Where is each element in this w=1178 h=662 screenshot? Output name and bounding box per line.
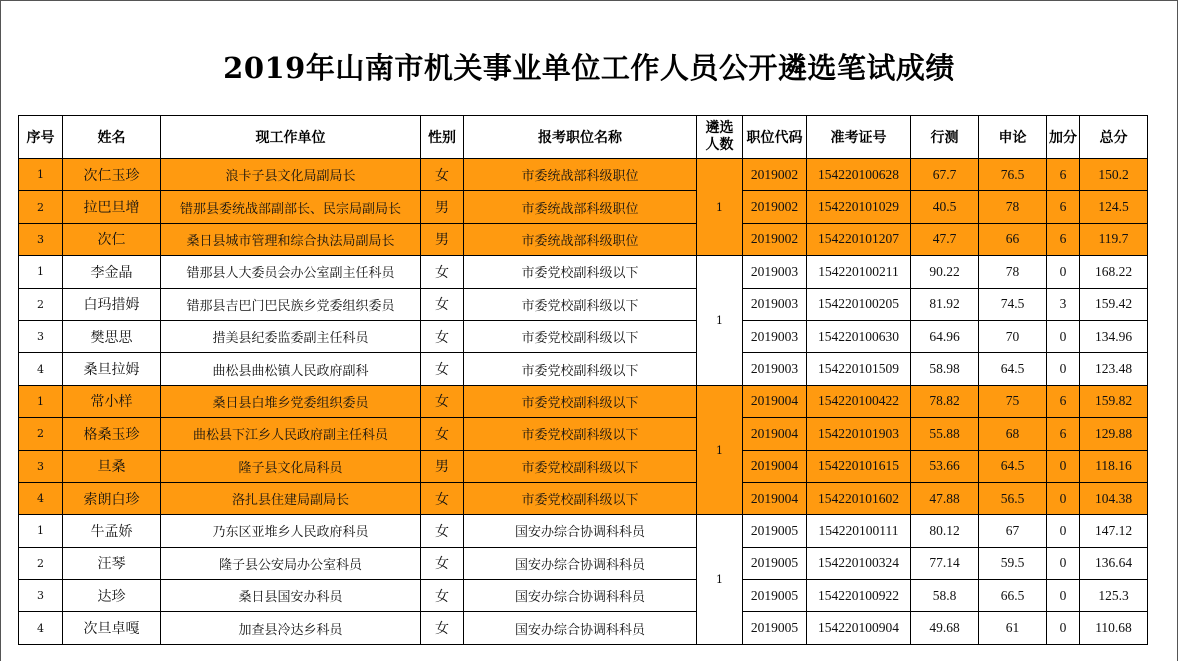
cell-seq: 2 xyxy=(19,191,63,223)
table-row xyxy=(19,256,1148,288)
cell-position: 市委党校副科级以下 xyxy=(464,450,697,482)
table-row xyxy=(19,353,1148,385)
cell-sl: 78 xyxy=(979,191,1047,223)
table-row xyxy=(19,288,1148,320)
table-row xyxy=(19,612,1148,644)
cell-position: 国安办综合协调科科员 xyxy=(464,547,697,579)
table-row xyxy=(19,223,1148,255)
header-code: 职位代码 xyxy=(743,116,807,159)
cell-seq: 1 xyxy=(19,515,63,547)
cell-total: 125.3 xyxy=(1080,580,1148,612)
cell-name: 樊思思 xyxy=(63,320,161,352)
cell-unit: 桑日县白堆乡党委组织委员 xyxy=(161,385,421,417)
cell-xc: 77.14 xyxy=(911,547,979,579)
cell-xc: 58.98 xyxy=(911,353,979,385)
cell-code: 2019005 xyxy=(743,612,807,644)
cell-total: 136.64 xyxy=(1080,547,1148,579)
cell-gender: 女 xyxy=(421,547,464,579)
cell-sl: 76.5 xyxy=(979,159,1047,191)
cell-xc: 49.68 xyxy=(911,612,979,644)
cell-sl: 66 xyxy=(979,223,1047,255)
cell-xc: 55.88 xyxy=(911,418,979,450)
cell-unit: 桑日县国安办科员 xyxy=(161,580,421,612)
cell-xc: 78.82 xyxy=(911,385,979,417)
cell-unit: 曲松县曲松镇人民政府副科 xyxy=(161,353,421,385)
cell-exam: 154220100111 xyxy=(807,515,911,547)
table-row xyxy=(19,418,1148,450)
header-total: 总分 xyxy=(1080,116,1148,159)
cell-xc: 47.88 xyxy=(911,482,979,514)
header-name: 姓名 xyxy=(63,116,161,159)
cell-position: 市委党校副科级以下 xyxy=(464,385,697,417)
cell-seq: 3 xyxy=(19,450,63,482)
table-row xyxy=(19,191,1148,223)
cell-exam: 154220100205 xyxy=(807,288,911,320)
cell-exam: 154220101903 xyxy=(807,418,911,450)
cell-unit: 错那县吉巴门巴民族乡党委组织委员 xyxy=(161,288,421,320)
cell-code: 2019004 xyxy=(743,385,807,417)
cell-unit: 加查县冷达乡科员 xyxy=(161,612,421,644)
cell-gender: 女 xyxy=(421,580,464,612)
cell-count: 1 xyxy=(697,515,743,645)
cell-bonus: 0 xyxy=(1047,580,1080,612)
cell-bonus: 0 xyxy=(1047,547,1080,579)
cell-total: 168.22 xyxy=(1080,256,1148,288)
cell-gender: 女 xyxy=(421,418,464,450)
table-row xyxy=(19,515,1148,547)
table-row xyxy=(19,580,1148,612)
cell-position: 市委党校副科级以下 xyxy=(464,482,697,514)
cell-bonus: 6 xyxy=(1047,191,1080,223)
cell-exam: 154220100922 xyxy=(807,580,911,612)
table-row xyxy=(19,159,1148,191)
cell-code: 2019003 xyxy=(743,353,807,385)
cell-code: 2019005 xyxy=(743,580,807,612)
cell-seq: 3 xyxy=(19,580,63,612)
cell-sl: 67 xyxy=(979,515,1047,547)
cell-gender: 女 xyxy=(421,612,464,644)
cell-total: 110.68 xyxy=(1080,612,1148,644)
cell-name: 索朗白珍 xyxy=(63,482,161,514)
cell-name: 汪琴 xyxy=(63,547,161,579)
cell-name: 桑旦拉姆 xyxy=(63,353,161,385)
cell-unit: 错那县委统战部副部长、民宗局副局长 xyxy=(161,191,421,223)
cell-position: 市委统战部科级职位 xyxy=(464,191,697,223)
cell-total: 123.48 xyxy=(1080,353,1148,385)
cell-gender: 女 xyxy=(421,515,464,547)
cell-position: 市委党校副科级以下 xyxy=(464,288,697,320)
cell-xc: 90.22 xyxy=(911,256,979,288)
cell-bonus: 6 xyxy=(1047,385,1080,417)
cell-xc: 40.5 xyxy=(911,191,979,223)
cell-exam: 154220101207 xyxy=(807,223,911,255)
cell-code: 2019003 xyxy=(743,320,807,352)
cell-exam: 154220100211 xyxy=(807,256,911,288)
cell-gender: 男 xyxy=(421,450,464,482)
cell-name: 次仁玉珍 xyxy=(63,159,161,191)
cell-seq: 1 xyxy=(19,159,63,191)
header-exam: 准考证号 xyxy=(807,116,911,159)
cell-total: 119.7 xyxy=(1080,223,1148,255)
cell-unit: 乃东区亚堆乡人民政府科员 xyxy=(161,515,421,547)
cell-sl: 78 xyxy=(979,256,1047,288)
header-unit: 现工作单位 xyxy=(161,116,421,159)
cell-total: 104.38 xyxy=(1080,482,1148,514)
cell-sl: 74.5 xyxy=(979,288,1047,320)
cell-seq: 3 xyxy=(19,223,63,255)
cell-xc: 58.8 xyxy=(911,580,979,612)
cell-position: 市委统战部科级职位 xyxy=(464,159,697,191)
cell-bonus: 3 xyxy=(1047,288,1080,320)
cell-sl: 64.5 xyxy=(979,450,1047,482)
cell-seq: 4 xyxy=(19,482,63,514)
cell-seq: 4 xyxy=(19,612,63,644)
cell-code: 2019005 xyxy=(743,547,807,579)
table-row xyxy=(19,320,1148,352)
cell-total: 134.96 xyxy=(1080,320,1148,352)
cell-code: 2019002 xyxy=(743,223,807,255)
cell-exam: 154220101509 xyxy=(807,353,911,385)
cell-total: 129.88 xyxy=(1080,418,1148,450)
header-bonus: 加分 xyxy=(1047,116,1080,159)
cell-position: 市委党校副科级以下 xyxy=(464,320,697,352)
cell-total: 159.42 xyxy=(1080,288,1148,320)
cell-total: 147.12 xyxy=(1080,515,1148,547)
cell-gender: 女 xyxy=(421,288,464,320)
cell-gender: 女 xyxy=(421,320,464,352)
table-row xyxy=(19,385,1148,417)
cell-bonus: 6 xyxy=(1047,223,1080,255)
cell-position: 国安办综合协调科科员 xyxy=(464,580,697,612)
cell-position: 市委党校副科级以下 xyxy=(464,256,697,288)
cell-count: 1 xyxy=(697,385,743,515)
cell-code: 2019003 xyxy=(743,256,807,288)
header-row xyxy=(19,116,1148,159)
cell-name: 李金晶 xyxy=(63,256,161,288)
cell-sl: 66.5 xyxy=(979,580,1047,612)
cell-unit: 洛扎县住建局副局长 xyxy=(161,482,421,514)
cell-seq: 4 xyxy=(19,353,63,385)
cell-xc: 64.96 xyxy=(911,320,979,352)
cell-sl: 70 xyxy=(979,320,1047,352)
cell-name: 次旦卓嘎 xyxy=(63,612,161,644)
cell-bonus: 0 xyxy=(1047,450,1080,482)
cell-exam: 154220101029 xyxy=(807,191,911,223)
cell-bonus: 0 xyxy=(1047,482,1080,514)
cell-bonus: 0 xyxy=(1047,612,1080,644)
cell-exam: 154220101602 xyxy=(807,482,911,514)
cell-bonus: 0 xyxy=(1047,515,1080,547)
cell-count: 1 xyxy=(697,256,743,386)
cell-xc: 53.66 xyxy=(911,450,979,482)
table-row xyxy=(19,450,1148,482)
cell-bonus: 6 xyxy=(1047,159,1080,191)
cell-gender: 男 xyxy=(421,191,464,223)
cell-name: 旦桑 xyxy=(63,450,161,482)
cell-bonus: 0 xyxy=(1047,353,1080,385)
cell-code: 2019004 xyxy=(743,450,807,482)
cell-seq: 1 xyxy=(19,385,63,417)
cell-bonus: 0 xyxy=(1047,256,1080,288)
cell-code: 2019002 xyxy=(743,191,807,223)
cell-unit: 措美县纪委监委副主任科员 xyxy=(161,320,421,352)
cell-code: 2019002 xyxy=(743,159,807,191)
cell-name: 次仁 xyxy=(63,223,161,255)
cell-position: 国安办综合协调科科员 xyxy=(464,515,697,547)
cell-seq: 3 xyxy=(19,320,63,352)
cell-gender: 女 xyxy=(421,256,464,288)
cell-sl: 75 xyxy=(979,385,1047,417)
table-row xyxy=(19,547,1148,579)
cell-position: 国安办综合协调科科员 xyxy=(464,612,697,644)
cell-gender: 女 xyxy=(421,482,464,514)
cell-name: 格桑玉珍 xyxy=(63,418,161,450)
cell-code: 2019004 xyxy=(743,418,807,450)
header-seq: 序号 xyxy=(19,116,63,159)
cell-gender: 女 xyxy=(421,159,464,191)
cell-seq: 2 xyxy=(19,418,63,450)
table-row xyxy=(19,482,1148,514)
cell-unit: 隆子县公安局办公室科员 xyxy=(161,547,421,579)
cell-gender: 男 xyxy=(421,223,464,255)
cell-position: 市委党校副科级以下 xyxy=(464,353,697,385)
cell-bonus: 0 xyxy=(1047,320,1080,352)
cell-unit: 曲松县下江乡人民政府副主任科员 xyxy=(161,418,421,450)
cell-unit: 错那县人大委员会办公室副主任科员 xyxy=(161,256,421,288)
cell-exam: 154220100422 xyxy=(807,385,911,417)
cell-total: 124.5 xyxy=(1080,191,1148,223)
cell-bonus: 6 xyxy=(1047,418,1080,450)
cell-code: 2019005 xyxy=(743,515,807,547)
cell-total: 150.2 xyxy=(1080,159,1148,191)
cell-total: 159.82 xyxy=(1080,385,1148,417)
cell-name: 拉巴旦增 xyxy=(63,191,161,223)
cell-name: 牛孟娇 xyxy=(63,515,161,547)
cell-sl: 59.5 xyxy=(979,547,1047,579)
header-count: 遴选 人数 xyxy=(697,116,743,159)
header-xc: 行测 xyxy=(911,116,979,159)
cell-unit: 隆子县文化局科员 xyxy=(161,450,421,482)
cell-count: 1 xyxy=(697,159,743,256)
cell-position: 市委党校副科级以下 xyxy=(464,418,697,450)
cell-xc: 47.7 xyxy=(911,223,979,255)
cell-seq: 2 xyxy=(19,288,63,320)
cell-code: 2019004 xyxy=(743,482,807,514)
cell-xc: 67.7 xyxy=(911,159,979,191)
cell-exam: 154220100904 xyxy=(807,612,911,644)
header-gender: 性别 xyxy=(421,116,464,159)
cell-exam: 154220100324 xyxy=(807,547,911,579)
cell-name: 常小样 xyxy=(63,385,161,417)
score-table xyxy=(18,115,1148,645)
cell-unit: 浪卡子县文化局副局长 xyxy=(161,159,421,191)
cell-position: 市委统战部科级职位 xyxy=(464,223,697,255)
cell-total: 118.16 xyxy=(1080,450,1148,482)
cell-exam: 154220101615 xyxy=(807,450,911,482)
cell-name: 达珍 xyxy=(63,580,161,612)
page-title: 2019年山南市机关事业单位工作人员公开遴选笔试成绩 xyxy=(223,51,955,85)
cell-exam: 154220100630 xyxy=(807,320,911,352)
cell-xc: 80.12 xyxy=(911,515,979,547)
cell-unit: 桑日县城市管理和综合执法局副局长 xyxy=(161,223,421,255)
cell-gender: 女 xyxy=(421,385,464,417)
cell-sl: 61 xyxy=(979,612,1047,644)
cell-exam: 154220100628 xyxy=(807,159,911,191)
cell-sl: 56.5 xyxy=(979,482,1047,514)
cell-seq: 2 xyxy=(19,547,63,579)
cell-sl: 64.5 xyxy=(979,353,1047,385)
header-sl: 申论 xyxy=(979,116,1047,159)
header-position: 报考职位名称 xyxy=(464,116,697,159)
cell-name: 白玛措姆 xyxy=(63,288,161,320)
cell-gender: 女 xyxy=(421,353,464,385)
cell-seq: 1 xyxy=(19,256,63,288)
cell-code: 2019003 xyxy=(743,288,807,320)
cell-sl: 68 xyxy=(979,418,1047,450)
cell-xc: 81.92 xyxy=(911,288,979,320)
